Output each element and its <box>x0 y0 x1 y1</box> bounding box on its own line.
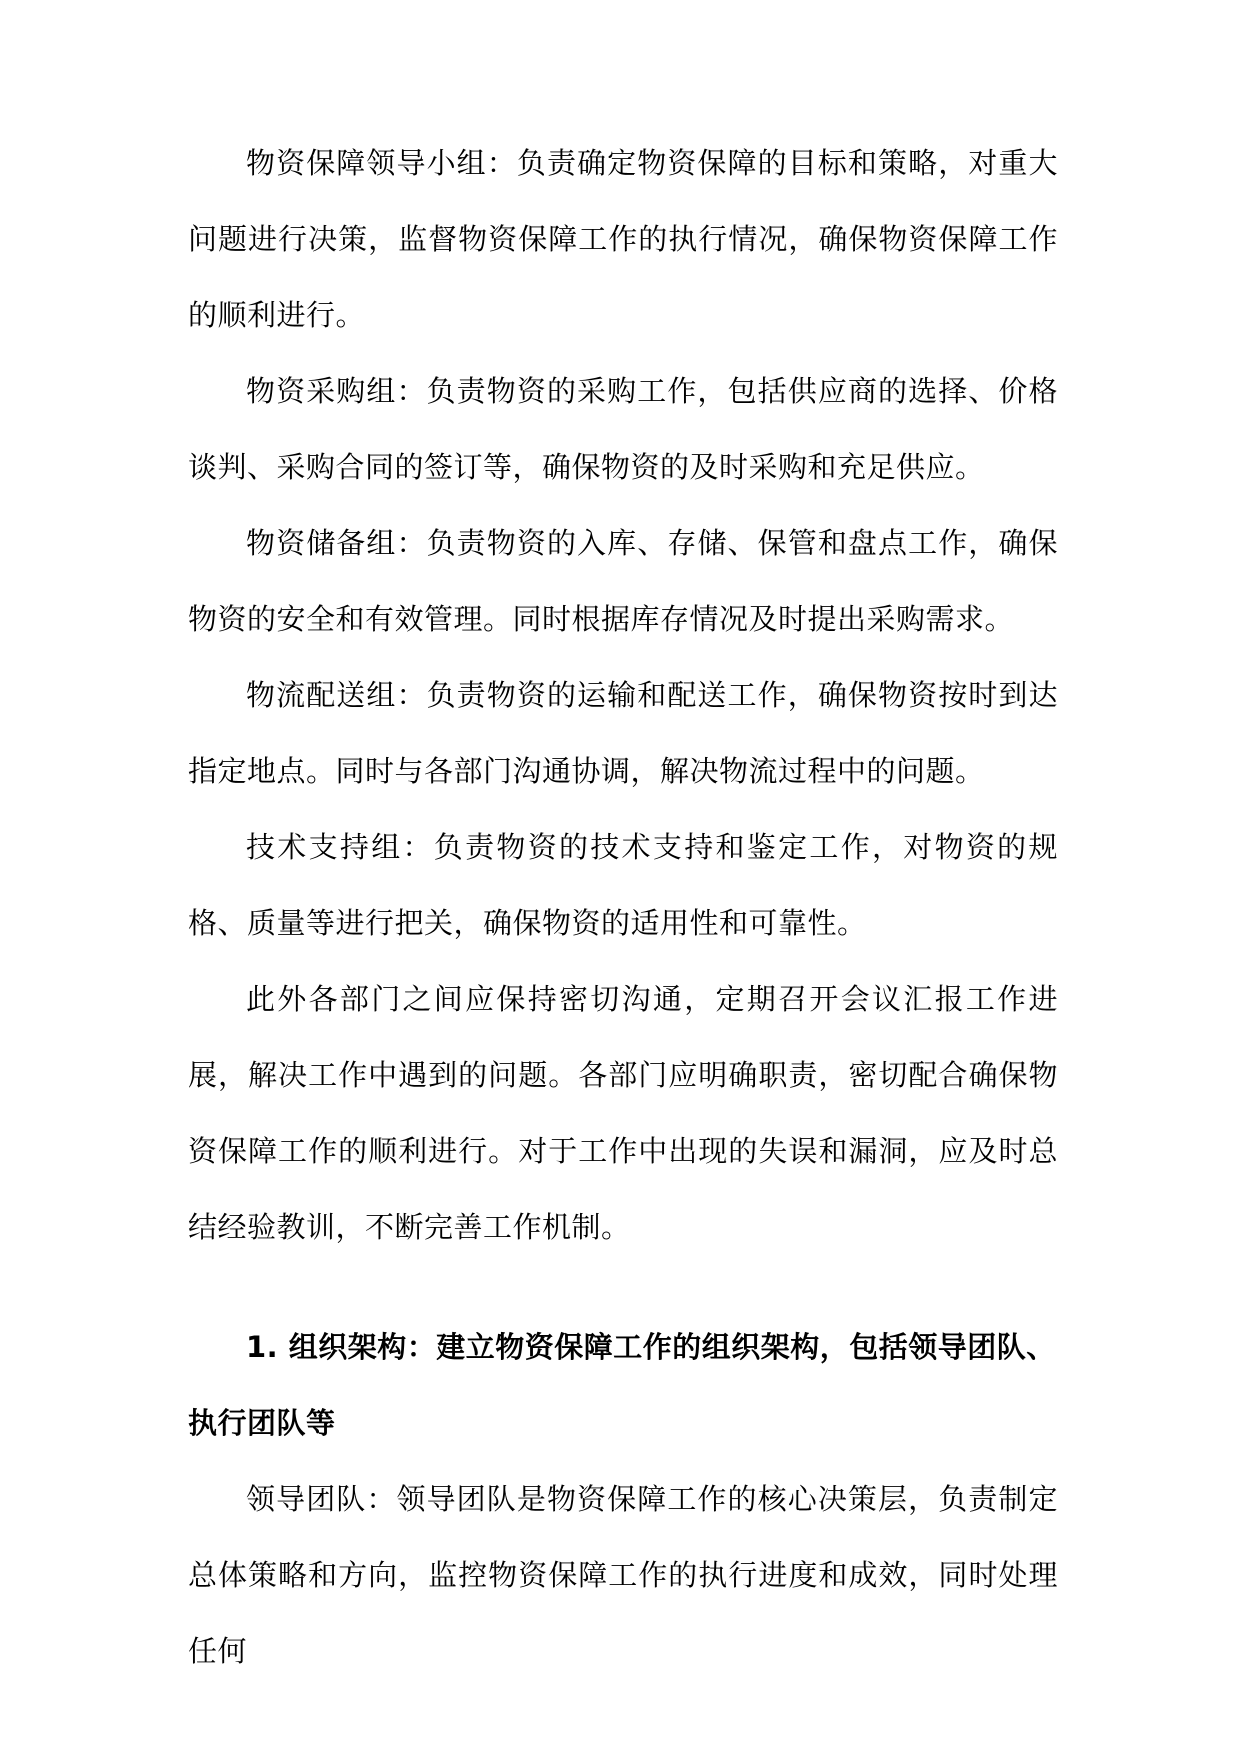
paragraph-leadership-group: 物资保障领导小组：负责确定物资保障的目标和策略，对重大问题进行决策，监督物资保障工作的执行情况，确保物资保障工作的顺利进行。 <box>188 146 1058 332</box>
paragraph-leadership-team: 领导团队：领导团队是物资保障工作的核心决策层，负责制定总体策略和方向，监控物资保障工作的执行进度和成效，同时处理任何 <box>188 1482 1058 1668</box>
paragraph-procurement-group: 物资采购组：负责物资的采购工作，包括供应商的选择、价格谈判、采购合同的签订等，确保物资的及时采购和充足供应。 <box>188 374 1058 484</box>
paragraph-coordination: 此外各部门之间应保持密切沟通，定期召开会议汇报工作进展，解决工作中遇到的问题。各部门应明确职责，密切配合确保物资保障工作的顺利进行。对于工作中出现的失误和漏洞，应及时总结经验教训，不断完善工作机制。 <box>188 982 1058 1244</box>
document-page <box>188 125 1058 1689</box>
section-heading: 1. 组织架构：建立物资保障工作的组织架构，包括领导团队、执行团队等 <box>188 1330 1056 1440</box>
paragraph-tech-support-group: 技术支持组：负责物资的技术支持和鉴定工作，对物资的规格、质量等进行把关，确保物资的适用性和可靠性。 <box>188 830 1058 940</box>
paragraph-logistics-group: 物流配送组：负责物资的运输和配送工作，确保物资按时到达指定地点。同时与各部门沟通协调，解决物流过程中的问题。 <box>188 678 1058 788</box>
paragraph-storage-group: 物资储备组：负责物资的入库、存储、保管和盘点工作，确保物资的安全和有效管理。同时根据库存情况及时提出采购需求。 <box>188 526 1058 636</box>
